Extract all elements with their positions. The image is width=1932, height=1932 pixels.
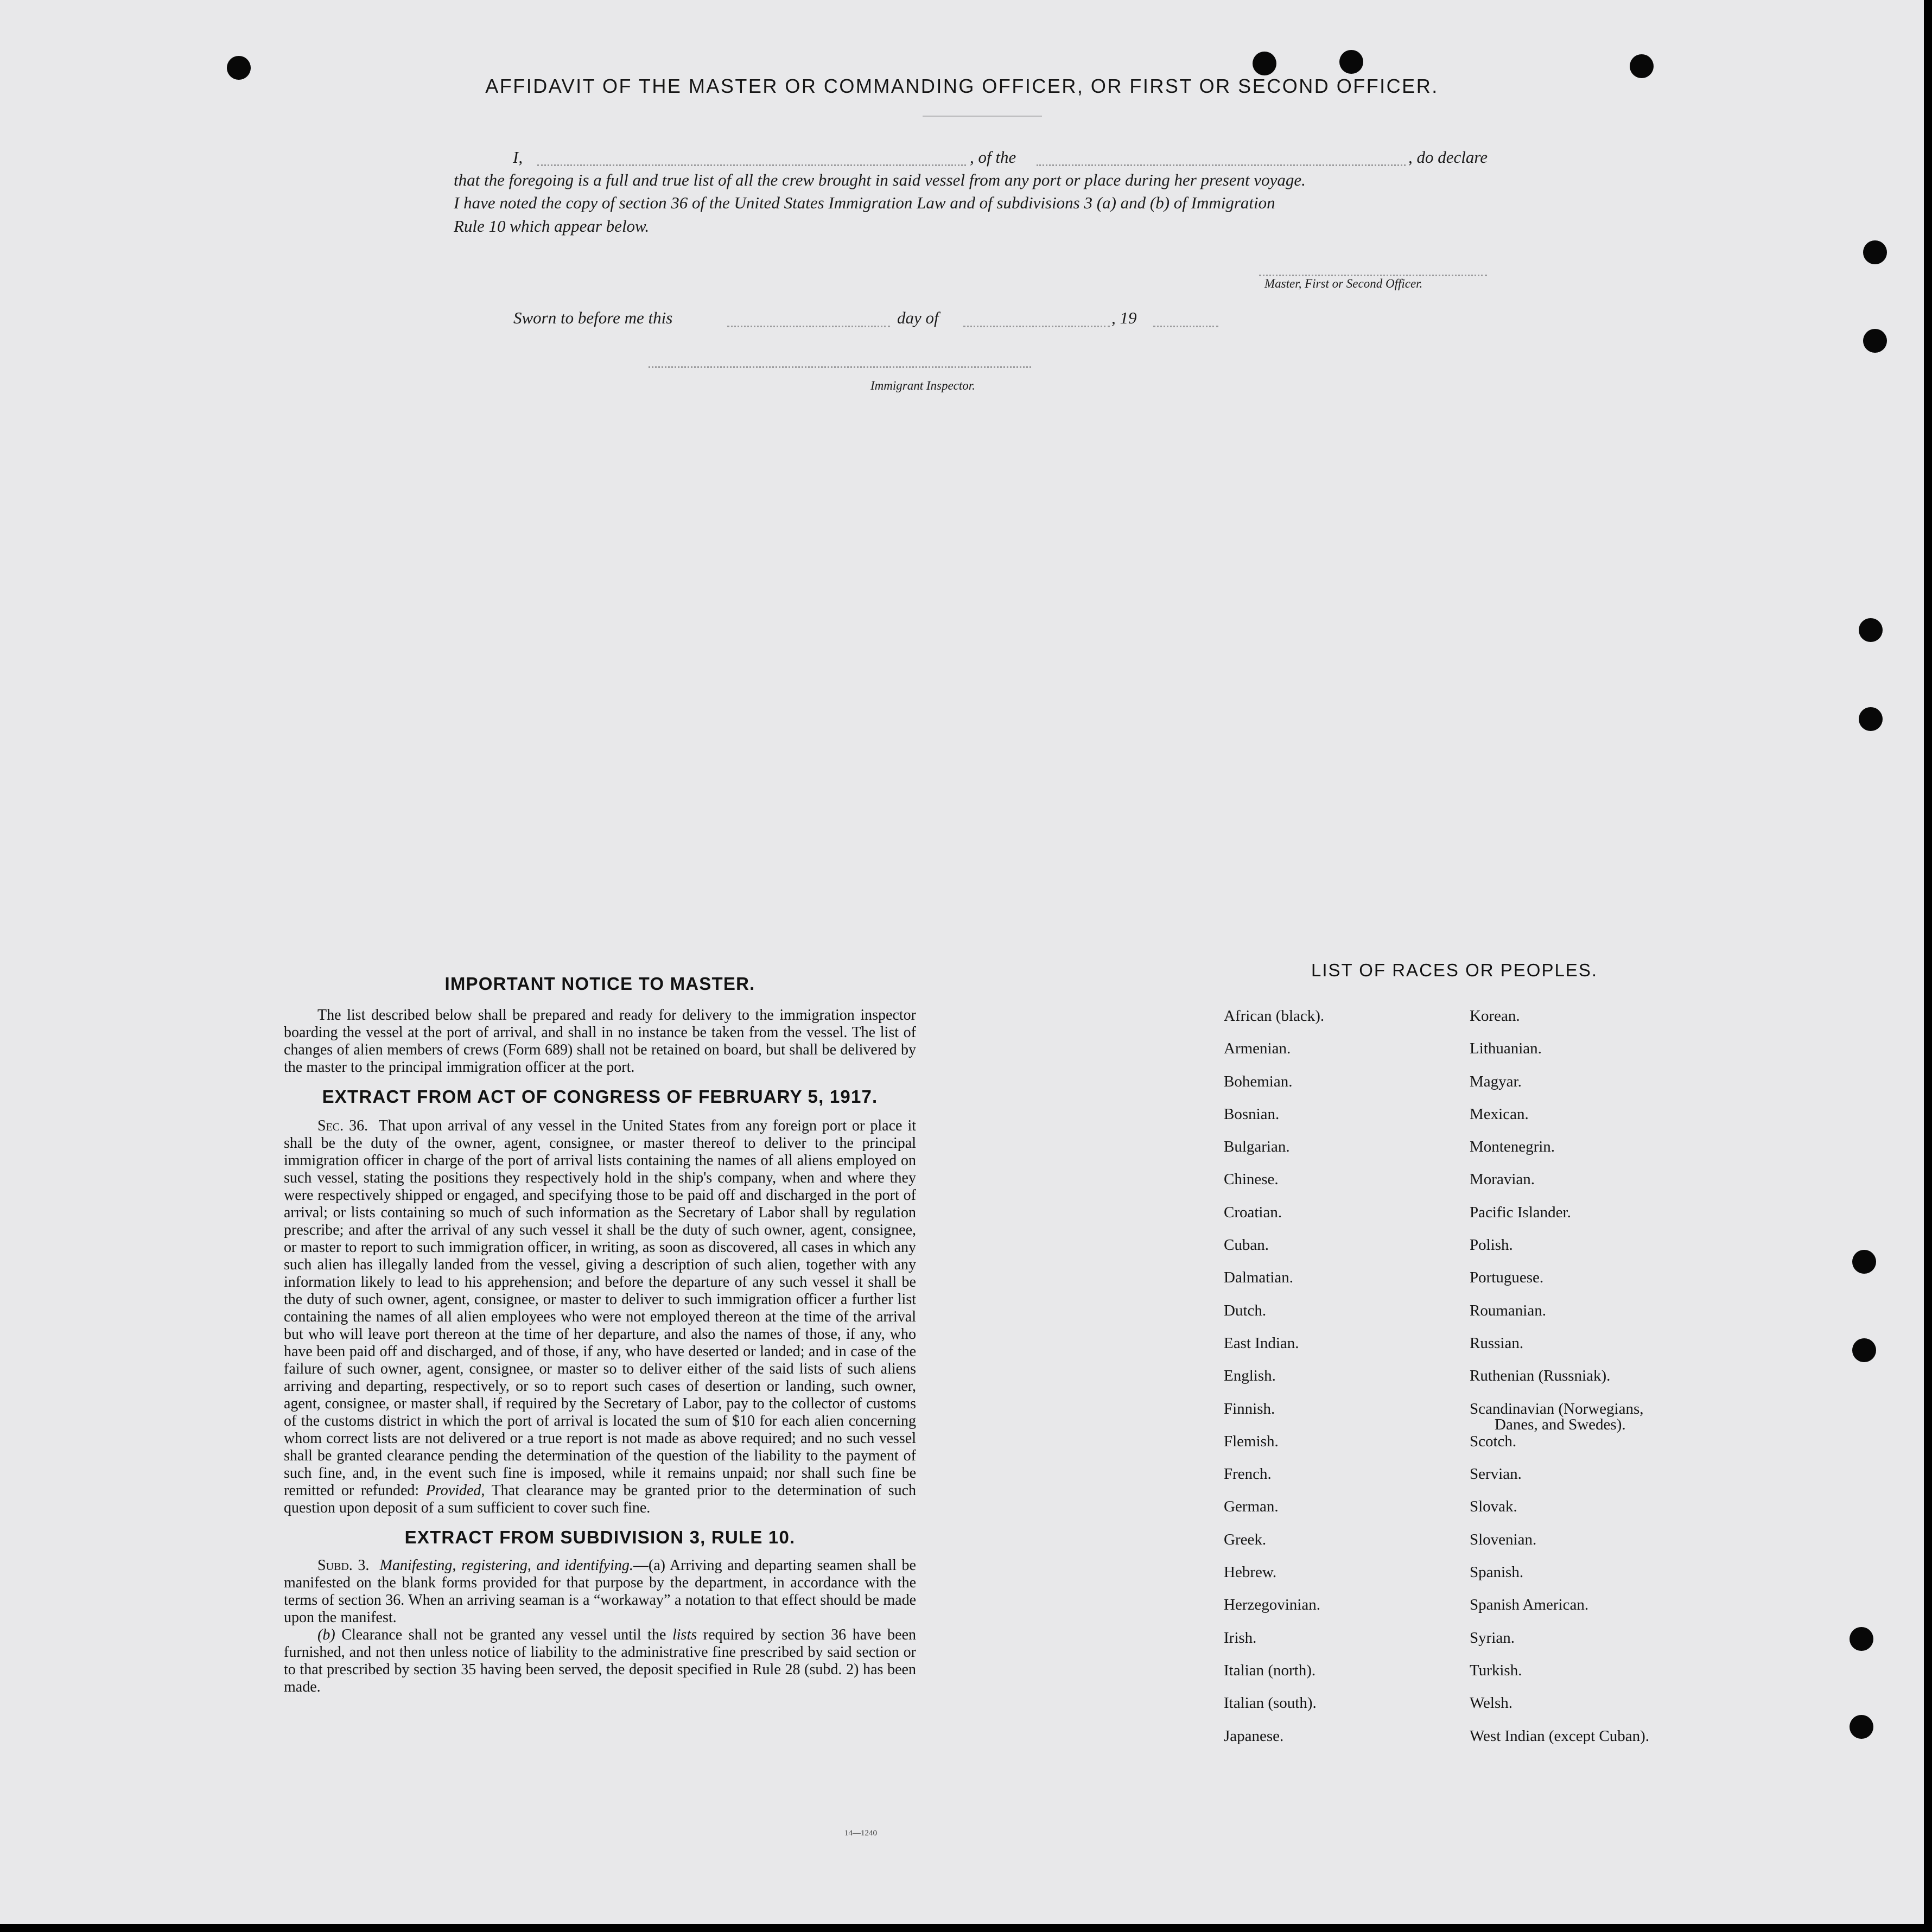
subdivision-3b-body-end: required by section 36 have been furnished, and not then unless notice of liability to the administrative fine prescribed by said section or to that prescribed by section 35 having been served, the deposit specified in Rule 28 (subd. 2) has been made. xyxy=(284,1626,917,1695)
day-of-label: day of xyxy=(897,308,939,327)
punch-hole-right-5 xyxy=(1852,1250,1876,1274)
lists-word: lists xyxy=(672,1626,697,1643)
race-item: Servian. xyxy=(1470,1465,1522,1483)
inspector-caption: Immigrant Inspector. xyxy=(870,379,975,392)
race-item: Croatian. xyxy=(1224,1203,1282,1221)
race-item: Irish. xyxy=(1224,1629,1257,1647)
races-column-right xyxy=(1470,1007,1649,1760)
race-item: Armenian. xyxy=(1224,1040,1291,1058)
declaration-line-4: Rule 10 which appear below. xyxy=(454,217,650,236)
vessel-name-blank[interactable] xyxy=(1037,164,1406,166)
race-item: Magyar. xyxy=(1470,1072,1522,1090)
act-extract-heading: EXTRACT FROM ACT OF CONGRESS OF FEBRUARY 5, 1917. xyxy=(322,1086,878,1107)
affiant-label: I, xyxy=(513,148,523,167)
race-item: Lithuanian. xyxy=(1470,1040,1542,1058)
punch-hole-top-center-left xyxy=(1253,52,1276,75)
race-item: Mexican. xyxy=(1470,1105,1529,1123)
declaration-line-3: I have noted the copy of section 36 of the United States Immigration Law and of subdivisions 3 (a) and (b) of Immigration xyxy=(454,193,1275,212)
race-item: Montenegrin. xyxy=(1470,1138,1555,1156)
race-item: Welsh. xyxy=(1470,1694,1513,1712)
race-item-scandinavian-line-2: Danes, and Swedes). xyxy=(1495,1415,1626,1433)
notice-and-extracts xyxy=(284,975,916,1696)
officer-signature-blank[interactable] xyxy=(1259,275,1487,276)
section-36-proviso: That clearance may be granted prior to the determination of such question upon deposit of a sum sufficient to cover such fine. xyxy=(284,1482,917,1516)
sworn-month-blank[interactable] xyxy=(963,326,1110,327)
race-item: Chinese. xyxy=(1224,1171,1279,1189)
race-item: African (black). xyxy=(1224,1007,1325,1025)
subdivision-3b-text xyxy=(284,1626,916,1696)
officer-signature-caption: Master, First or Second Officer. xyxy=(1264,277,1423,290)
race-item: Russian. xyxy=(1470,1334,1524,1352)
race-item: West Indian (except Cuban). xyxy=(1470,1727,1650,1745)
sworn-day-blank[interactable] xyxy=(727,326,890,327)
race-item: Spanish. xyxy=(1470,1564,1524,1581)
punch-hole-right-6 xyxy=(1852,1338,1876,1362)
punch-hole-right-4 xyxy=(1859,707,1883,731)
vessel-of-the-label: , of the xyxy=(970,148,1016,167)
subdivision-3a-body: —(a) Arriving and departing seamen shall be manifested on the blank forms provided for that purpose by the department, in accordance with the terms of section 36. When an arriving seaman is a “workaway” a notation to that effect should be made upon the manifest. xyxy=(284,1557,916,1626)
race-item: Scotch. xyxy=(1470,1432,1517,1450)
subdivision-title: Manifesting, registering, and identifying. xyxy=(379,1557,633,1574)
race-item: Slovenian. xyxy=(1470,1530,1537,1548)
races-heading: LIST OF RACES OR PEOPLES. xyxy=(1311,960,1598,980)
punch-hole-right-2 xyxy=(1863,329,1887,353)
year-label: , 19 xyxy=(1111,308,1137,327)
race-item: Finnish. xyxy=(1224,1400,1275,1418)
subdivision-3b-label: (b) xyxy=(317,1626,335,1643)
race-item: Korean. xyxy=(1470,1007,1520,1025)
notice-heading: IMPORTANT NOTICE TO MASTER. xyxy=(444,974,755,994)
races-column-left xyxy=(1224,1007,1324,1760)
race-item: Greek. xyxy=(1224,1530,1267,1548)
race-item: Spanish American. xyxy=(1470,1596,1589,1614)
race-item: Syrian. xyxy=(1470,1629,1515,1647)
subdivision-3b-body-start: Clearance shall not be granted any vessel until the xyxy=(341,1626,666,1643)
punch-hole-right-8 xyxy=(1850,1715,1873,1739)
race-item: Dalmatian. xyxy=(1224,1269,1294,1287)
race-item: Pacific Islander. xyxy=(1470,1203,1571,1221)
race-item: French. xyxy=(1224,1465,1272,1483)
race-item: Bulgarian. xyxy=(1224,1138,1290,1156)
race-item: Japanese. xyxy=(1224,1727,1284,1745)
subdivision-label: Subd. 3. xyxy=(317,1557,370,1574)
declaration-line-2: that the foregoing is a full and true list of all the crew brought in said vessel from any port or place during her present voyage. xyxy=(454,170,1306,189)
race-item: Bohemian. xyxy=(1224,1072,1293,1090)
section-36-label: Sec. 36. xyxy=(317,1117,368,1134)
race-item: Flemish. xyxy=(1224,1432,1279,1450)
section-36-body: That upon arrival of any vessel in the United States from any foreign port or place it shall be the duty of the owner, agent, consignee, or master thereof to deliver to the principal immigration officer in charge of the port of arrival lists containing the names of all aliens employed on such vessel, stating the positions they respectively hold in the ship's company, when and where they were respectively shipped or engaged, and specifying those to be paid off and discharged in the port of arrival; or lists containing so much of such information as the Secretary of Labor shall by regulation prescribe; and after the arrival of any such vessel it shall be the duty of such owner, agent, consignee, or master to report to such immigration officer, in writing, as soon as discovered, all cases in which any such alien has illegally landed from the vessel, giving a description of such alien, together with any information likely to lead to his apprehension; and before the departure of any such vessel it shall be the duty of such owner, agent, consignee, or master to deliver to such immigration officer a further list containing the names of all alien employees who were not employed thereon at the time of the arrival but who will leave port thereon at the time of her departure, and also the names of those, if any, who have been paid off and discharged, and of those, if any, who have deserted or landed; and in case of the failure of such owner, agent, consignee, or master so to deliver either of the said lists of such aliens arriving and departing, respectively, or so to report such cases of desertion or landing, such owner, agent, consignee, or master shall, if required by the Secretary of Labor, pay to the collector of customs of the customs district in which the port of arrival is located the sum of $10 for each alien concerning whom correct lists are not delivered or a true report is not made as above required; and no such vessel shall be granted clearance pending the determination of the question of the liability to the payment of such fine, and, in the event such fine is imposed, while it remains unpaid; nor shall such fine be remitted or refunded: xyxy=(284,1117,917,1499)
section-36-text xyxy=(284,1117,916,1517)
provided-word: Provided, xyxy=(425,1482,485,1499)
race-item: Slovak. xyxy=(1470,1498,1517,1516)
subdivision-3a-text xyxy=(284,1557,916,1626)
punch-hole-right-7 xyxy=(1850,1627,1873,1651)
rule-extract-heading: EXTRACT FROM SUBDIVISION 3, RULE 10. xyxy=(404,1527,796,1547)
race-item: Herzegovinian. xyxy=(1224,1596,1320,1614)
form-number: 14—1240 xyxy=(844,1829,877,1838)
race-item: Cuban. xyxy=(1224,1236,1269,1254)
do-declare-label: , do declare xyxy=(1408,148,1488,167)
punch-hole-right-1 xyxy=(1863,240,1887,264)
title-underline xyxy=(923,116,1042,117)
race-item: Turkish. xyxy=(1470,1661,1522,1679)
race-item: Roumanian. xyxy=(1470,1301,1546,1319)
race-item-scandinavian xyxy=(1470,1400,1649,1433)
race-item: Italian (north). xyxy=(1224,1661,1316,1679)
sworn-label: Sworn to before me this xyxy=(513,308,673,327)
affidavit-title: AFFIDAVIT OF THE MASTER OR COMMANDING OFFICER, OR FIRST OR SECOND OFFICER. xyxy=(485,75,1439,97)
race-item-scandinavian-line-1: Scandinavian (Norwegians, xyxy=(1470,1400,1644,1418)
race-item: Bosnian. xyxy=(1224,1105,1280,1123)
race-item: East Indian. xyxy=(1224,1334,1299,1352)
race-item: Dutch. xyxy=(1224,1301,1267,1319)
affiant-name-blank[interactable] xyxy=(537,164,966,166)
race-item: Moravian. xyxy=(1470,1171,1535,1189)
punch-hole-top-center-right xyxy=(1339,50,1363,74)
race-item: Hebrew. xyxy=(1224,1564,1277,1581)
race-item: English. xyxy=(1224,1367,1276,1385)
punch-hole-right-3 xyxy=(1859,618,1883,642)
sworn-year-blank[interactable] xyxy=(1153,326,1218,327)
inspector-signature-blank[interactable] xyxy=(649,366,1031,368)
race-item: Italian (south). xyxy=(1224,1694,1317,1712)
race-item: Portuguese. xyxy=(1470,1269,1544,1287)
notice-text: The list described below shall be prepared and ready for delivery to the immigration inspector boarding the vessel at the port of arrival, and shall in no instance be taken from the vessel. The list of changes of alien members of crews (Form 689) shall not be retained on board, but shall be delivered by the master to the principal immigration officer at the port. xyxy=(284,1007,916,1076)
race-item: German. xyxy=(1224,1498,1279,1516)
race-item: Polish. xyxy=(1470,1236,1513,1254)
race-item: Ruthenian (Russniak). xyxy=(1470,1367,1611,1385)
